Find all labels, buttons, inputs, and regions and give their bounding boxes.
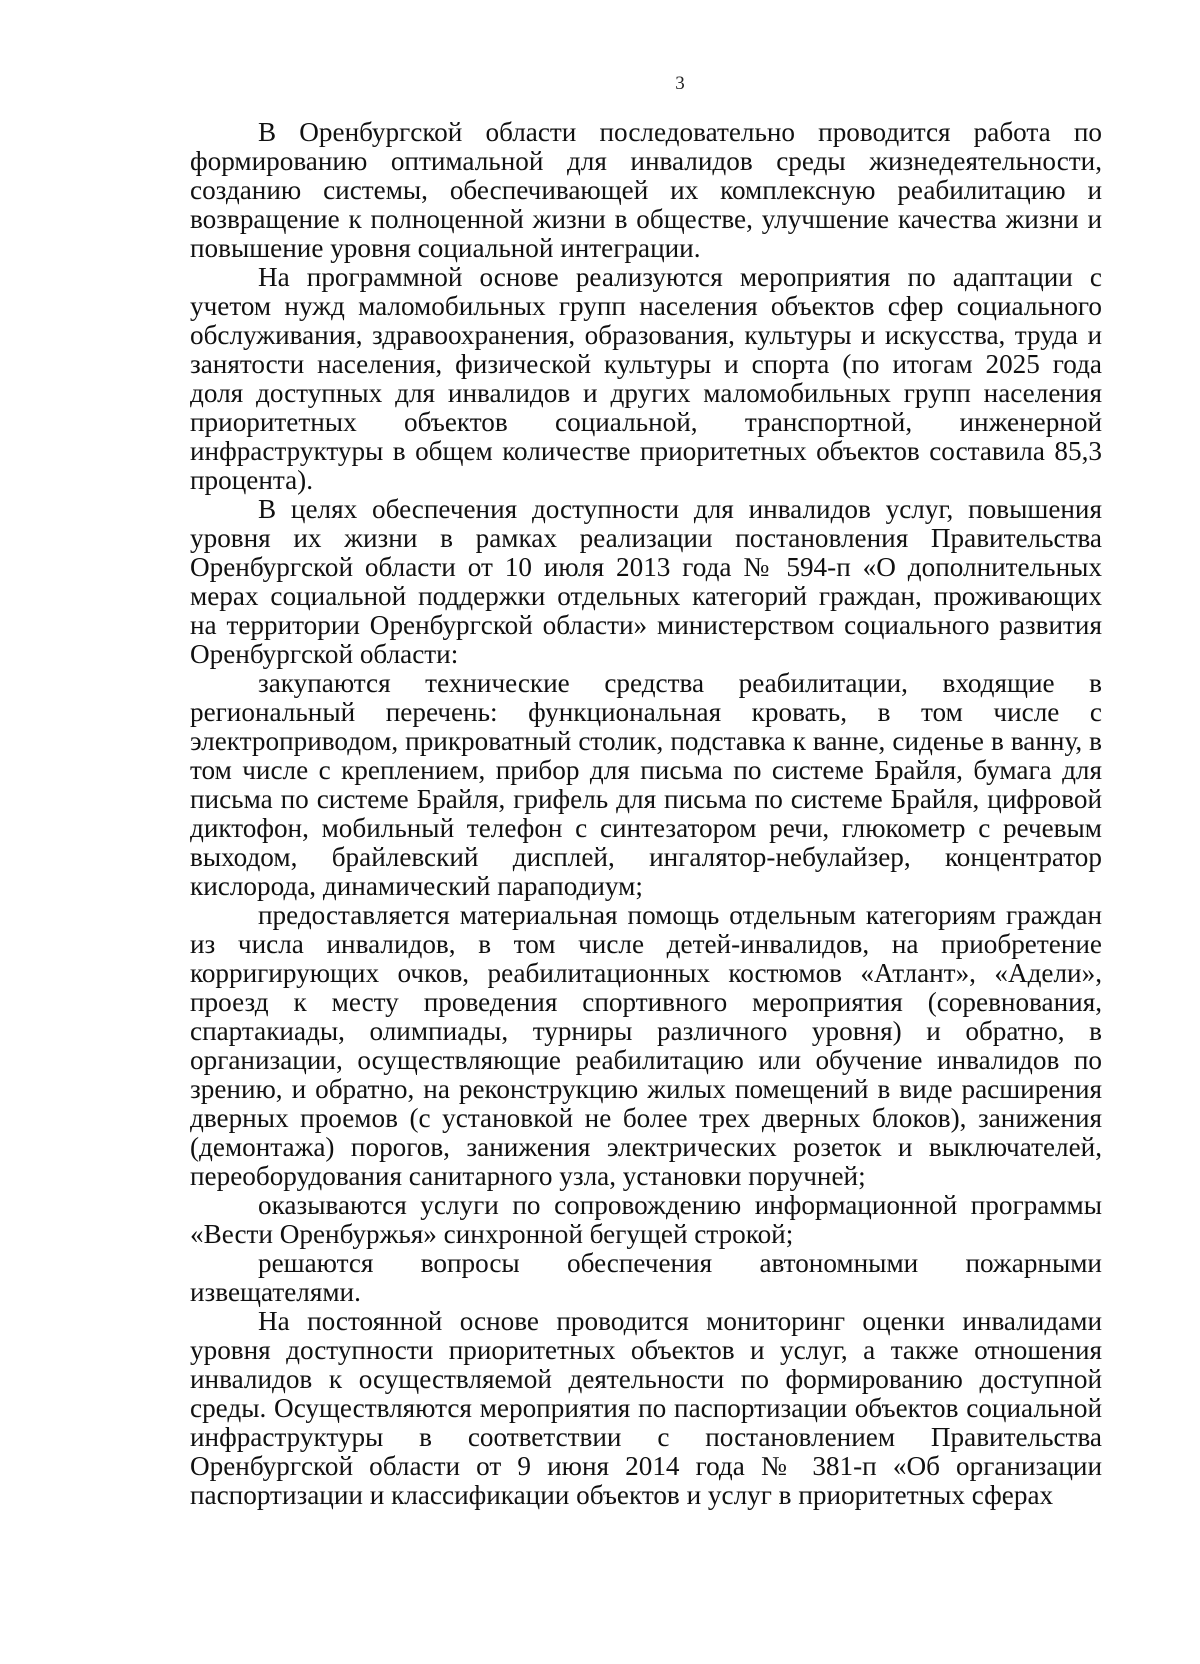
paragraph: В Оренбургской области последовательно проводится работа по формированию оптимальной для инвалидов среды жизнедеятельности, созданию системы, обеспечивающей их комплексную реабилитацию и возвращение к полноценной жизни в обществе, улучшение качества жизни и повышение уровня социальной интеграции.	[190, 117, 1102, 263]
document-body	[190, 118, 1102, 1510]
paragraph: На программной основе реализуются мероприятия по адаптации с учетом нужд маломобильных групп населения объектов сфер социального обслуживания, здравоохранения, образования, культуры и искусства, труда и занятости населения, физической культуры и спорта (по итогам 2025 года доля доступных для инвалидов и других маломобильных групп населения приоритетных объектов социальной, транспортной, инженерной инфраструктуры в общем количестве приоритетных объектов составила 85,3 процента).	[190, 262, 1102, 495]
paragraph: оказываются услуги по сопровождению информационной программы «Вести Оренбуржья» синхронной бегущей строкой;	[190, 1190, 1102, 1249]
paragraph: закупаются технические средства реабилитации, входящие в региональный перечень: функциональная кровать, в том числе с электроприводом, прикроватный столик, подставка к ванне, сиденье в ванну, в том числе с креплением, прибор для письма по системе Брайля, бумага для письма по системе Брайля, грифель для письма по системе Брайля, цифровой диктофон, мобильный телефон с синтезатором речи, глюкометр с речевым выходом, брайлевский дисплей, ингалятор-небулайзер, концентратор кислорода, динамический параподиум;	[190, 668, 1102, 901]
paragraph: На постоянной основе проводится мониторинг оценки инвалидами уровня доступности приоритетных объектов и услуг, а также отношения инвалидов к осуществляемой деятельности по формированию доступной среды. Осуществляются мероприятия по паспортизации объектов социальной инфраструктуры в соответствии с постановлением Правительства Оренбургской области от 9 июня 2014 года № 381-п «Об организации паспортизации и классификации объектов и услуг в приоритетных сферах	[190, 1306, 1102, 1510]
page-number: 3	[675, 73, 685, 94]
paragraph: предоставляется материальная помощь отдельным категориям граждан из числа инвалидов, в том числе детей-инвалидов, на приобретение корригирующих очков, реабилитационных костюмов «Атлант», «Адели», проезд к месту проведения спортивного мероприятия (соревнования, спартакиады, олимпиады, турниры различного уровня) и обратно, в организации, осуществляющие реабилитацию или обучение инвалидов по зрению, и обратно, на реконструкцию жилых помещений в виде расширения дверных проемов (с установкой не более трех дверных блоков), занижения (демонтажа) порогов, занижения электрических розеток и выключателей, переоборудования санитарного узла, установки поручней;	[190, 900, 1102, 1191]
paragraph: решаются вопросы обеспечения автономными пожарными извещателями.	[190, 1248, 1102, 1307]
paragraph: В целях обеспечения доступности для инвалидов услуг, повышения уровня их жизни в рамках реализации постановления Правительства Оренбургской области от 10 июля 2013 года № 594-п «О дополнительных мерах социальной поддержки отдельных категорий граждан, проживающих на территории Оренбургской области» министерством социального развития Оренбургской области:	[190, 494, 1102, 669]
